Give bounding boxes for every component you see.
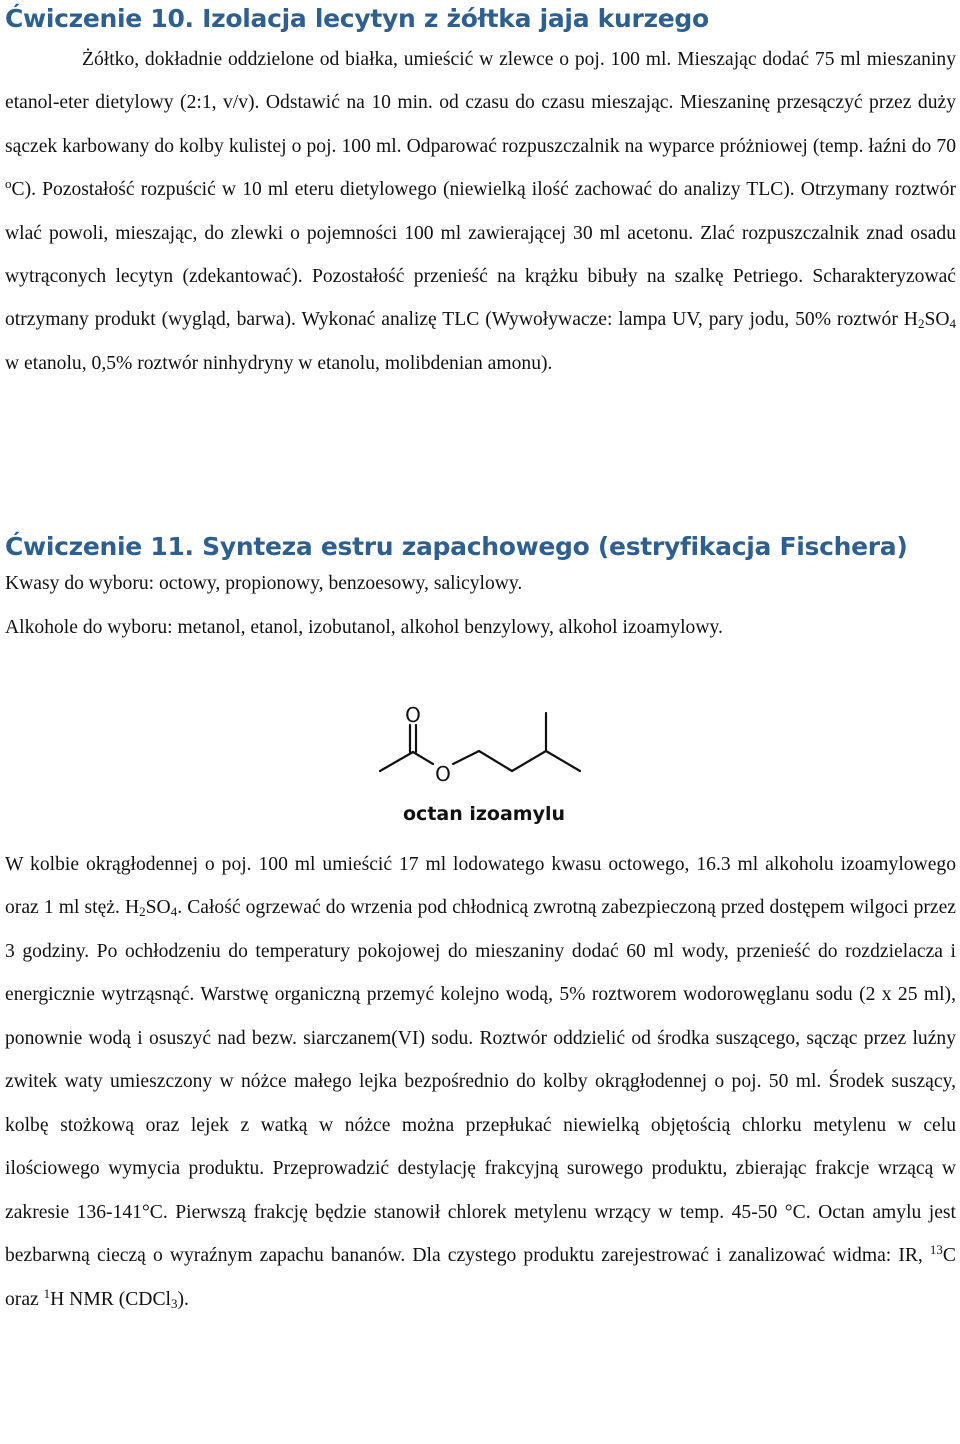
text-run: H NMR (CDCl (50, 1288, 171, 1310)
section-11-title: Ćwiczenie 11. Synteza estru zapachowego (estryfikacja Fischera) (5, 532, 908, 561)
text-run: W kolbie okrągłodennej o poj. 100 ml umieścić 17 ml lodowatego kwasu octowego, 16.3 ml alkoholu izoamylowego oraz 1 ml stęż. H (5, 854, 956, 919)
bond-ch2-ch2 (479, 751, 512, 771)
isoamyl-acetate-structure (370, 700, 590, 800)
section-10-paragraph (5, 38, 956, 385)
alcohols-line: Alkohole do wyboru: metanol, etanol, izobutanol, alkohol benzylowy, alkohol izoamylowy. (5, 617, 723, 638)
subscript: 2 (139, 904, 146, 920)
bond-carbonyl-ester-o (413, 752, 433, 764)
section-11-paragraph (5, 843, 956, 1321)
text-run: Żółtko, dokładnie oddzielone od białka, umieścić w zlewce o poj. 100 ml. Mieszając dodać 75 ml mieszaniny etanol-eter dietylowy (2:1, v/v). Odstawić na 10 min. od czasu do czasu mieszając. Mieszaninę przesączyć przez duży sączek karbowany do kolby kulistej o poj. 100 ml. Odparować rozpuszczalnik na wyparce próżniowej (temp. łaźni do 70 (5, 49, 956, 157)
atom-ester-oxygen: O (435, 762, 451, 786)
text-run: ). (177, 1288, 189, 1310)
text-run: SO (924, 309, 950, 331)
superscript: 1 (43, 1285, 51, 1301)
text-run: w etanolu, 0,5% roztwór ninhydryny w etanolu, molibdenian amonu). (5, 352, 553, 374)
atom-carbonyl-oxygen: O (405, 703, 421, 727)
section-10-title: Ćwiczenie 10. Izolacja lecytyn z żółtka jaja kurzego (5, 4, 709, 33)
bond-ch-methyl-right (546, 751, 580, 771)
bond-methyl-carbonyl (380, 752, 413, 771)
subscript: 4 (949, 316, 956, 332)
compound-name-label: octan izoamylu (403, 803, 566, 825)
subscript: 4 (170, 904, 178, 920)
text-run: C oraz (5, 1245, 956, 1310)
superscript: 13 (929, 1242, 943, 1258)
text-run: C). Pozostałość rozpuścić w 10 ml eteru dietylowego (niewielką ilość zachować do analizy TLC). Otrzymany roztwór wlać powoli, mieszając, do zlewki o pojemności 100 ml zawierającej 30 ml acetonu. Zlać rozpuszczalnik znad osadu wytrąconych lecytyn (zdekantować). Pozostałość przenieść na krążku bibuły na szalkę Petriego. Scharakteryzować otrzymany produkt (wygląd, barwa). Wykonać analizę TLC (Wywoływacze: lampa UV, pary jodu, 50% roztwór H (5, 179, 956, 331)
text-run: SO (145, 897, 171, 919)
subscript: 3 (170, 1295, 178, 1311)
text-run: . Całość ogrzewać do wrzenia pod chłodnicą zwrotną zabezpieczoną przed dostępem wilgoci przez 3 godziny. Po ochłodzeniu do temperatury pokojowej do mieszaniny dodać 60 ml wody, przenieść do rozdzielacza i energicznie wytrząsnąć. Warstwę organiczną przemyć kolejno wodą, 5% roztworem wodorowęglanu sodu (2 x 25 ml), ponownie wodą i osuszyć nad bezw. siarczanem(VI) sodu. Roztwór oddzielić od środka suszącego, sącząc przez luźny zwitek waty umieszczony w nóżce małego lejka bezpośrednio do kolby okrągłodennej o poj. 50 ml. Środek suszący, kolbę stożkową oraz lejek z watką w nóżce można przepłukać niewielką objętością chlorku metylenu w celu ilościowego wymycia produktu. Przeprowadzić destylację frakcyjną surowego produktu, zbierając frakcje wrzącą w zakresie 136-141°C. Pierwszą frakcję będzie stanowił chlorek metylenu wrzący w temp. 45-50 °C. Octan amylu jest bezbarwną cieczą o wyraźnym zapachu bananów. Dla czystego produktu zarejestrować i zanalizować widma: IR, (5, 897, 956, 1267)
degree-superscript: o (5, 176, 12, 192)
bond-ch2-ch (512, 751, 546, 771)
subscript: 2 (917, 316, 925, 332)
bond-ester-o-ch2 (453, 751, 479, 764)
acids-line: Kwasy do wyboru: octowy, propionowy, benzoesowy, salicylowy. (5, 573, 523, 594)
